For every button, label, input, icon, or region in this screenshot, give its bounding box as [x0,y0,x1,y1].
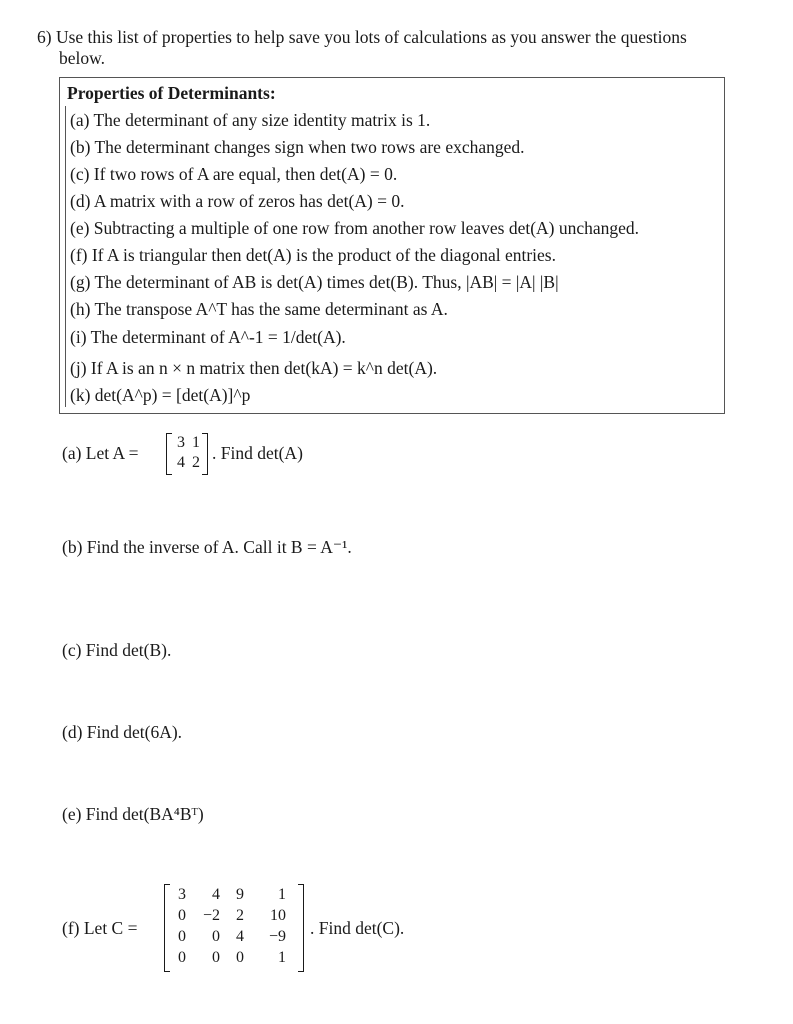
problem-statement-line1: 6) Use this list of properties to help save you lots of calculations as you answer the questions [37,27,687,47]
matrix-cell: 1 [192,434,200,451]
part-c: (c) Find det(B). [62,640,172,660]
property-g: (g) The determinant of AB is det(A) times det(B). Thus, |AB| = |A| |B| [70,272,559,292]
matrix-a-left-bracket [166,433,172,475]
matrix-cell: 4 [236,928,244,945]
matrix-c [164,884,304,972]
matrix-cell: 0 [178,949,186,966]
property-e: (e) Subtracting a multiple of one row from another row leaves det(A) unchanged. [70,218,640,238]
property-k: (k) det(A^p) = [det(A)]^p [70,385,251,405]
matrix-cell: 4 [177,454,185,471]
part-a-suffix: . Find det(A) [212,443,303,463]
property-h: (h) The transpose A^T has the same determinant as A. [70,299,448,319]
part-a-prefix: (a) Let A = [62,443,139,463]
matrix-cell: 3 [178,886,186,903]
part-f-suffix: . Find det(C). [310,918,405,938]
part-b: (b) Find the inverse of A. Call it B = A⁻¹. [62,537,352,557]
matrix-cell: 0 [178,907,186,924]
matrix-cell: 2 [236,907,244,924]
property-a: (a) The determinant of any size identity matrix is 1. [70,110,431,130]
matrix-cell: 0 [178,928,186,945]
matrix-cell: −2 [202,907,220,924]
matrix-cell: 10 [270,907,286,924]
property-b: (b) The determinant changes sign when two rows are exchanged. [70,137,525,157]
property-d: (d) A matrix with a row of zeros has det(A) = 0. [70,191,405,211]
property-j: (j) If A is an n × n matrix then det(kA) = k^n det(A). [70,358,438,378]
part-e: (e) Find det(BA⁴Bᵀ) [62,804,204,824]
matrix-a [166,433,208,475]
matrix-cell: 1 [278,886,286,903]
part-d: (d) Find det(6A). [62,722,183,742]
matrix-cell: 9 [236,886,244,903]
matrix-cell: 3 [177,434,185,451]
matrix-a-right-bracket [202,433,208,475]
box-divider-line [65,106,66,407]
part-f-prefix: (f) Let C = [62,918,138,938]
matrix-c-right-bracket [298,884,304,972]
property-f: (f) If A is triangular then det(A) is the product of the diagonal entries. [70,245,556,265]
matrix-cell: −9 [268,928,286,945]
matrix-cell: 4 [212,886,220,903]
problem-statement-line2: below. [59,48,106,68]
matrix-cell: 0 [236,949,244,966]
matrix-cell: 2 [192,454,200,471]
matrix-cell: 1 [278,949,286,966]
property-c: (c) If two rows of A are equal, then det(A) = 0. [70,164,398,184]
matrix-cell: 0 [212,928,220,945]
properties-title: Properties of Determinants: [67,83,276,103]
property-i: (i) The determinant of A^-1 = 1/det(A). [70,327,346,347]
matrix-cell: 0 [212,949,220,966]
